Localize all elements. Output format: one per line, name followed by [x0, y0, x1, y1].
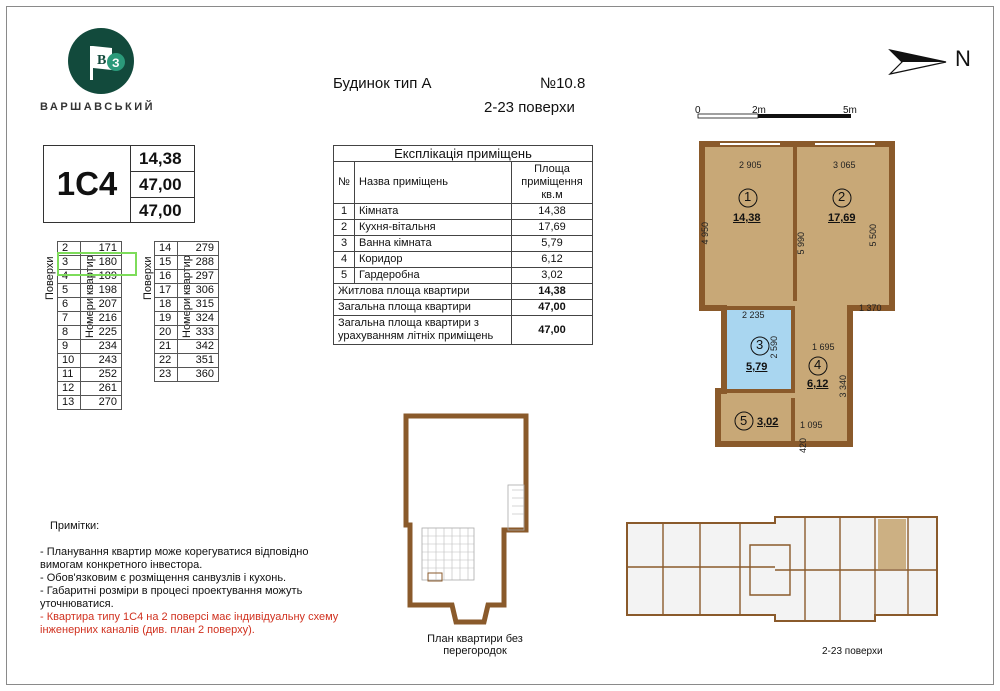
floor-row	[155, 256, 219, 270]
floor-number: 22	[155, 354, 178, 368]
explication-area: 3,02	[512, 268, 593, 284]
svg-text:З: З	[112, 56, 120, 70]
notes	[40, 520, 340, 637]
apartment-number-cell: 216	[81, 312, 122, 326]
explication-total-area: 47,00	[512, 300, 593, 316]
apartment-number-cell: 333	[178, 326, 219, 340]
floor-number: 20	[155, 326, 178, 340]
floor-plan	[625, 515, 945, 630]
explication-name: Коридор	[355, 252, 512, 268]
apartment-number-cell: 261	[81, 382, 122, 396]
note-red: - Квартира типу 1С4 на 2 поверсі має індивідуальну схему інженерних каналів (див. план 2 поверху).	[40, 611, 339, 636]
apartment-number: №10.8	[540, 75, 586, 92]
room-5-area: 3,02	[757, 416, 779, 428]
room-3-number: 3	[756, 337, 764, 352]
floor-number: 6	[58, 298, 81, 312]
explication-row	[334, 268, 593, 284]
apartment-number-cell: 288	[178, 256, 219, 270]
floor-row	[155, 354, 219, 368]
explication-total-area: 14,38	[512, 284, 593, 300]
dim-label: 2 905	[739, 160, 762, 170]
col-area: Площа приміщення кв.м	[512, 162, 593, 204]
dim-label: 2 590	[769, 336, 779, 359]
explication-total-name: Загальна площа квартири з урахуванням літніх приміщень	[334, 316, 512, 345]
explication-total-row	[334, 300, 593, 316]
col-name: Назва приміщень	[355, 162, 512, 204]
floor-row	[58, 382, 122, 396]
floor-row	[155, 326, 219, 340]
apartment-number-cell: 198	[81, 284, 122, 298]
floor-number: 16	[155, 270, 178, 284]
apartment-number-cell: 279	[178, 242, 219, 256]
col-no: №	[334, 162, 355, 204]
floor-row	[58, 368, 122, 382]
logo	[68, 28, 134, 94]
explication-no: 2	[334, 220, 355, 236]
floor-number: 14	[155, 242, 178, 256]
floor-row	[155, 368, 219, 382]
explication-row	[334, 220, 593, 236]
floor-number: 9	[58, 340, 81, 354]
floor-number: 21	[155, 340, 178, 354]
dim-label: 4 950	[700, 222, 710, 245]
floors-label-left: Поверхи	[44, 256, 56, 300]
apartment-number-cell: 189	[81, 270, 122, 284]
floor-row	[58, 284, 122, 298]
apartment-number-cell: 360	[178, 368, 219, 382]
floors-table-right	[154, 241, 219, 382]
room-1-number: 1	[744, 189, 752, 204]
scale-label-2m: 2m	[752, 105, 766, 116]
room-4-number: 4	[814, 357, 822, 372]
logo-name: ВАРШАВСЬКИЙ	[40, 101, 156, 113]
explication-area: 17,69	[512, 220, 593, 236]
apartment-type-code: 1С4	[56, 165, 118, 202]
floor-row	[58, 396, 122, 410]
apartment-numbers-label-right: Номери квартир	[181, 255, 193, 338]
apartment-type-box	[43, 145, 195, 223]
floor-row	[58, 354, 122, 368]
floors-label-right: Поверхи	[142, 256, 154, 300]
floor-row	[58, 312, 122, 326]
apartment-number-cell: 171	[81, 242, 122, 256]
dim-label: 5 990	[796, 232, 806, 255]
current-floor-highlight	[57, 252, 137, 276]
dim-label: 420	[798, 438, 808, 454]
room-4-area: 6,12	[807, 378, 829, 390]
room-2-area: 17,69	[828, 212, 856, 224]
svg-text:В: В	[97, 53, 107, 68]
note-item: - Обов'язковим є розміщення санвузлів і кухонь.	[40, 572, 287, 584]
floor-number: 4	[58, 270, 81, 284]
apartment-number-cell: 315	[178, 298, 219, 312]
caption-floor-plan: 2-23 поверхи	[822, 646, 883, 657]
floor-row	[58, 326, 122, 340]
room-1-area: 14,38	[733, 212, 761, 224]
floor-row	[155, 284, 219, 298]
floor-number: 19	[155, 312, 178, 326]
area-living: 14,38	[131, 146, 195, 172]
explication-name: Ванна кімната	[355, 236, 512, 252]
explication-total-name: Загальна площа квартири	[334, 300, 512, 316]
note-item: - Габаритні розміри в процесі проектування можуть уточнюватися.	[40, 585, 303, 610]
explication-title: Експлікація приміщень	[334, 146, 593, 162]
apartment-number-cell: 342	[178, 340, 219, 354]
dim-label: 3 065	[833, 160, 856, 170]
apartment-number-cell: 180	[81, 256, 122, 270]
apartment-number-cell: 270	[81, 396, 122, 410]
north-arrow-icon	[888, 46, 948, 85]
dim-label: 2 235	[742, 310, 765, 320]
floor-number: 15	[155, 256, 178, 270]
floor-row	[155, 312, 219, 326]
notes-title: Примітки:	[50, 520, 100, 532]
scale-bar	[695, 106, 865, 127]
explication-area: 5,79	[512, 236, 593, 252]
explication-no: 1	[334, 204, 355, 220]
north-label: N	[955, 46, 971, 71]
apartment-number-cell: 297	[178, 270, 219, 284]
room-3-area: 5,79	[746, 361, 768, 373]
floor-number: 7	[58, 312, 81, 326]
explication-name: Кухня-вітальня	[355, 220, 512, 236]
apartment-number-cell: 252	[81, 368, 122, 382]
apartment-number-cell: 306	[178, 284, 219, 298]
floor-number: 17	[155, 284, 178, 298]
floor-row	[58, 340, 122, 354]
floor-number: 13	[58, 396, 81, 410]
plan-no-walls	[398, 410, 543, 630]
explication-total-area: 47,00	[512, 316, 593, 345]
floor-row	[58, 298, 122, 312]
dim-label: 1 370	[859, 303, 882, 313]
building-type: Будинок тип А	[333, 75, 432, 92]
caption-no-walls: План квартири без перегородок	[427, 633, 523, 657]
explication-name: Гардеробна	[355, 268, 512, 284]
note-item: - Планування квартир може корегуватися відповідно вимогам конкретного інвестора.	[40, 546, 309, 571]
explication-area: 6,12	[512, 252, 593, 268]
room-5-number: 5	[740, 413, 748, 428]
explication-total-row	[334, 316, 593, 345]
floor-row	[155, 270, 219, 284]
apartment-number-cell: 324	[178, 312, 219, 326]
explication-area: 14,38	[512, 204, 593, 220]
explication-table	[333, 145, 593, 345]
floor-row	[155, 242, 219, 256]
explication-no: 5	[334, 268, 355, 284]
floor-row	[155, 340, 219, 354]
scale-label-5m: 5m	[843, 105, 857, 116]
floor-number: 23	[155, 368, 178, 382]
explication-total-name: Житлова площа квартири	[334, 284, 512, 300]
explication-row	[334, 252, 593, 268]
floor-number: 8	[58, 326, 81, 340]
floor-number: 5	[58, 284, 81, 298]
apartment-number-cell: 243	[81, 354, 122, 368]
floor-number: 11	[58, 368, 81, 382]
dim-label: 5 500	[868, 224, 878, 247]
floor-row	[155, 298, 219, 312]
floors-range: 2-23 поверхи	[484, 99, 575, 116]
area-total-summer: 47,00	[139, 201, 182, 220]
dim-label: 1 095	[800, 420, 823, 430]
room-2-number: 2	[838, 189, 846, 204]
explication-row	[334, 236, 593, 252]
dim-label: 1 695	[812, 342, 835, 352]
scale-label-0: 0	[695, 105, 701, 116]
floor-number: 12	[58, 382, 81, 396]
apartment-number-cell: 225	[81, 326, 122, 340]
explication-name: Кімната	[355, 204, 512, 220]
dim-label: 3 340	[838, 375, 848, 398]
area-total: 47,00	[131, 172, 195, 198]
apartment-numbers-label-left: Номери квартир	[84, 255, 96, 338]
explication-row	[334, 204, 593, 220]
explication-no: 3	[334, 236, 355, 252]
apartment-number-cell: 207	[81, 298, 122, 312]
explication-no: 4	[334, 252, 355, 268]
floor-number: 10	[58, 354, 81, 368]
explication-total-row	[334, 284, 593, 300]
apartment-number-cell: 351	[178, 354, 219, 368]
floor-number: 3	[58, 256, 81, 270]
floor-number: 2	[58, 242, 81, 256]
floor-number: 18	[155, 298, 178, 312]
apartment-number-cell: 234	[81, 340, 122, 354]
